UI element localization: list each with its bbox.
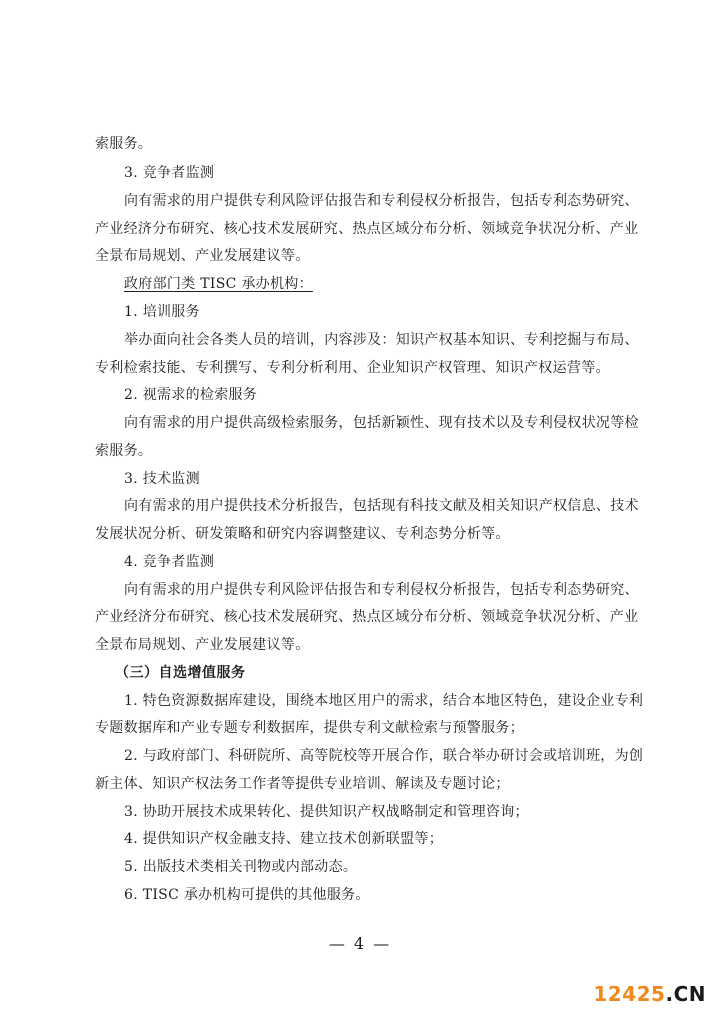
item-heading: 3. 技术监测 [124, 471, 200, 487]
item-heading: 4. 竞争者监测 [124, 554, 215, 570]
paragraph-line: 向有需求的用户提供技术分析报告，包括现有科技文献及相关知识产权信息、技术 [124, 498, 639, 514]
paragraph-line: 向有需求的用户提供专利风险评估报告和专利侵权分析报告，包括专利态势研究、 [124, 582, 639, 598]
paragraph-line: 举办面向社会各类人员的培训，内容涉及：知识产权基本知识、专利挖掘与布局、 [124, 332, 639, 348]
list-item: 4. 提供知识产权金融支持、建立技术创新联盟等； [124, 831, 444, 847]
paragraph-line: 索服务。 [95, 443, 153, 459]
paragraph-line: 向有需求的用户提供高级检索服务，包括新颖性、现有技术以及专利侵权状况等检 [124, 415, 639, 431]
paragraph-line: 产业经济分布研究、核心技术发展研究、热点区域分布分析、领域竞争状况分析、产业 [95, 221, 639, 237]
paragraph-line: 发展状况分析、研发策略和研究内容调整建议、专利态势分析等。 [95, 526, 510, 542]
paragraph-line: 新主体、知识产权法务工作者等提供专业培训、解读及专题讨论； [95, 776, 510, 792]
paragraph-line: 2. 与政府部门、科研院所、高等院校等开展合作，联合举办研讨会或培训班，为创 [124, 748, 644, 764]
paragraph-line: 1. 特色资源数据库建设，围绕本地区用户的需求，结合本地区特色，建设企业专利 [124, 693, 644, 709]
paragraph-line: 专利检索技能、专利撰写、专利分析利用、企业知识产权管理、知识产权运营等。 [95, 360, 610, 376]
paragraph-continuation: 索服务。 [95, 136, 153, 152]
item-heading: 1. 培训服务 [124, 304, 200, 320]
paragraph-line: 专题数据库和产业专题专利数据库，提供专利文献检索与预警服务； [95, 720, 524, 736]
list-item: 5. 出版技术类相关刊物或内部动态。 [124, 859, 358, 875]
list-item: 6. TISC 承办机构可提供的其他服务。 [124, 887, 370, 903]
list-item: 3. 协助开展技术成果转化、提供知识产权战略制定和管理咨询； [124, 804, 529, 820]
item-heading: 3. 竞争者监测 [124, 165, 215, 181]
paragraph-line: 向有需求的用户提供专利风险评估报告和专利侵权分析报告，包括专利态势研究、 [124, 193, 639, 209]
paragraph-line: 产业经济分布研究、核心技术发展研究、热点区域分布分析、领域竞争状况分析、产业 [95, 609, 639, 625]
section-label: 政府部门类 TISC 承办机构： [124, 276, 313, 292]
paragraph-line: 全景布局规划、产业发展建议等。 [95, 637, 310, 653]
watermark-digits: 12425 [593, 982, 666, 1006]
section-heading: （三）自选增值服务 [115, 665, 246, 681]
watermark-suffix: .CN [665, 982, 706, 1006]
item-heading: 2. 视需求的检索服务 [124, 387, 258, 403]
paragraph-line: 全景布局规划、产业发展建议等。 [95, 248, 310, 264]
page-number: — 4 — [328, 934, 392, 953]
site-watermark [593, 982, 706, 1006]
